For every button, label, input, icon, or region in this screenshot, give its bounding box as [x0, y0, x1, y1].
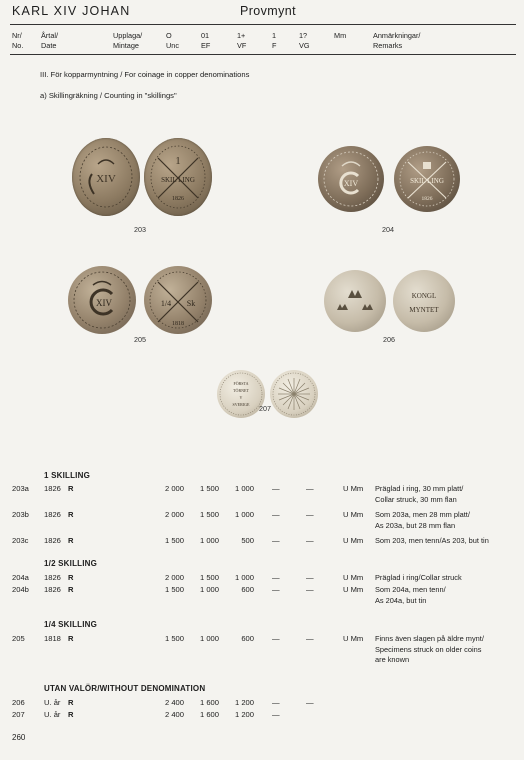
table-row [0, 585, 524, 605]
subsection-heading: a) Skillingräkning / Counting in "skillings" [40, 91, 177, 100]
cell-1plus: 600 [241, 634, 254, 643]
group-title: 1/4 SKILLING [44, 620, 98, 629]
coin-207-obverse [217, 370, 265, 418]
svg-text:SVERIGE: SVERIGE [232, 402, 250, 407]
cell-1q: — [306, 573, 314, 582]
cell-1: — [272, 698, 280, 707]
cell-01: 1 000 [199, 634, 219, 643]
cell-remark: Präglad i ring/Collar struck [375, 573, 462, 582]
cell-01: 1 500 [199, 573, 219, 582]
col-upplaga: Upplaga/ Mintage [113, 31, 143, 50]
coin-203-obverse [72, 138, 140, 216]
table-row [0, 573, 524, 585]
header-rule-top [10, 24, 516, 25]
cell-year: 1826 [44, 484, 61, 493]
cell-remark: Som 204a, men tenn/ As 204a, but tin [375, 585, 446, 605]
group-title: 1 SKILLING [44, 471, 91, 480]
cell-o: 2 000 [164, 510, 184, 519]
cell-o: 1 500 [164, 585, 184, 594]
table-row [0, 484, 524, 504]
cell-1: — [272, 510, 280, 519]
section-heading: III. För kopparmyntning / For coinage in copper denominations [40, 70, 250, 79]
col-nr: Nr/ No. [12, 31, 24, 50]
cell-1: — [272, 634, 280, 643]
col-1: 1 F [272, 31, 277, 50]
cell-rarity: R [68, 536, 74, 545]
cell-mm: U Mm [343, 585, 364, 594]
table-row [0, 710, 524, 722]
cell-01: 1 600 [199, 698, 219, 707]
svg-text:KONGL: KONGL [411, 292, 437, 300]
cell-mm: U Mm [343, 634, 364, 643]
cell-nr: 204a [12, 573, 29, 582]
coin-203-reverse [144, 138, 212, 216]
cell-mm: U Mm [343, 573, 364, 582]
col-o: O Unc [166, 31, 179, 50]
cell-1q: — [306, 585, 314, 594]
cell-1plus: 500 [241, 536, 254, 545]
cell-year: U. år [44, 698, 61, 707]
cell-o: 2 000 [164, 484, 184, 493]
cell-nr: 203c [12, 536, 29, 545]
coin-205-obverse [68, 266, 136, 334]
cell-1plus: 1 200 [234, 698, 254, 707]
cell-01: 1 500 [199, 484, 219, 493]
cell-01: 1 000 [199, 585, 219, 594]
svg-text:FÖRSTA: FÖRSTA [233, 381, 249, 386]
col-1plus: 1+ VF [237, 31, 247, 50]
coin-206-reverse [393, 270, 455, 332]
cell-year: 1826 [44, 536, 61, 545]
cell-year: 1826 [44, 510, 61, 519]
cell-o: 2 000 [164, 573, 184, 582]
cell-nr: 203a [12, 484, 29, 493]
cell-1q: — [306, 536, 314, 545]
cell-01: 1 500 [199, 510, 219, 519]
cell-remark: Som 203a, men 28 mm platt/ As 203a, but 28 mm flan [375, 510, 470, 530]
cell-01: 1 600 [199, 710, 219, 719]
cell-rarity: R [68, 484, 74, 493]
coin-205-reverse [144, 266, 212, 334]
coin-204-reverse [394, 146, 460, 212]
page-number: 260 [12, 733, 26, 742]
cell-year: 1826 [44, 573, 61, 582]
svg-text:1/4: 1/4 [160, 299, 172, 308]
cell-nr: 203b [12, 510, 29, 519]
cell-1q: — [306, 698, 314, 707]
col-anm: Anmärkningar/ Remarks [373, 31, 421, 50]
svg-text:XIV: XIV [343, 179, 359, 188]
cell-o: 2 400 [164, 710, 184, 719]
svg-text:1826: 1826 [172, 196, 184, 202]
svg-text:1826: 1826 [421, 196, 433, 202]
cell-1: — [272, 710, 280, 719]
cell-year: 1818 [44, 634, 61, 643]
cell-o: 1 500 [164, 536, 184, 545]
figure-label-205: 205 [134, 335, 146, 344]
table-row [0, 536, 524, 548]
cell-rarity: R [68, 634, 74, 643]
cell-01: 1 000 [199, 536, 219, 545]
svg-text:TÖRNET: TÖRNET [233, 388, 249, 393]
cell-remark: Präglad i ring, 30 mm platt/ Collar struck, 30 mm flan [375, 484, 464, 504]
svg-text:XIV: XIV [96, 298, 112, 308]
coin-206-obverse [324, 270, 386, 332]
figure-label-203: 203 [134, 225, 146, 234]
cell-1plus: 1 000 [234, 510, 254, 519]
group-title: 1/2 SKILLING [44, 559, 98, 568]
svg-text:SKIL LING: SKIL LING [161, 176, 195, 184]
cell-rarity: R [68, 698, 74, 707]
svg-text:V: V [239, 395, 243, 400]
svg-text:1: 1 [175, 155, 181, 167]
cell-1: — [272, 484, 280, 493]
cell-nr: 206 [12, 698, 25, 707]
cell-year: U. år [44, 710, 61, 719]
table-row [0, 698, 524, 710]
svg-text:Sk: Sk [186, 299, 196, 308]
col-mm: Mm [334, 31, 347, 40]
cell-nr: 207 [12, 710, 25, 719]
cell-nr: 205 [12, 634, 25, 643]
cell-mm: U Mm [343, 484, 364, 493]
coin-204-obverse [318, 146, 384, 212]
cell-1plus: 1 200 [234, 710, 254, 719]
cell-1plus: 600 [241, 585, 254, 594]
table-row [0, 634, 524, 664]
coin-207-reverse [270, 370, 318, 418]
cell-1: — [272, 536, 280, 545]
cell-rarity: R [68, 573, 74, 582]
figure-label-206: 206 [383, 335, 395, 344]
cell-o: 1 500 [164, 634, 184, 643]
cell-year: 1826 [44, 585, 61, 594]
cell-1q: — [306, 510, 314, 519]
cell-nr: 204b [12, 585, 29, 594]
cell-1: — [272, 585, 280, 594]
svg-text:1818: 1818 [172, 321, 184, 327]
cell-rarity: R [68, 585, 74, 594]
svg-text:MYNTET: MYNTET [409, 306, 439, 314]
cell-mm: U Mm [343, 536, 364, 545]
page-subtitle: Provmynt [240, 4, 296, 18]
cell-1: — [272, 573, 280, 582]
figure-label-207: 207 [259, 404, 271, 413]
col-artal: Årtal/ Date [41, 31, 59, 50]
table-row [0, 510, 524, 530]
cell-remark: Som 203, men tenn/As 203, but tin [375, 536, 489, 545]
page-title: KARL XIV JOHAN [12, 4, 131, 18]
cell-1q: — [306, 634, 314, 643]
cell-rarity: R [68, 710, 74, 719]
cell-1plus: 1 000 [234, 484, 254, 493]
header-rule-bottom [10, 54, 516, 55]
col-01: 01 EF [201, 31, 211, 50]
cell-1q: — [306, 484, 314, 493]
figure-label-204: 204 [382, 225, 394, 234]
svg-text:XIV: XIV [96, 173, 116, 185]
cell-o: 2 400 [164, 698, 184, 707]
col-1q: 1? VG [299, 31, 310, 50]
svg-text:SKIL LING: SKIL LING [410, 177, 444, 185]
group-title: UTAN VALÖR/WITHOUT DENOMINATION [44, 684, 206, 693]
cell-rarity: R [68, 510, 74, 519]
cell-1plus: 1 000 [234, 573, 254, 582]
cell-mm: U Mm [343, 510, 364, 519]
cell-remark: Finns även slagen på äldre mynt/ Specimens struck on older coins are known [375, 634, 484, 664]
